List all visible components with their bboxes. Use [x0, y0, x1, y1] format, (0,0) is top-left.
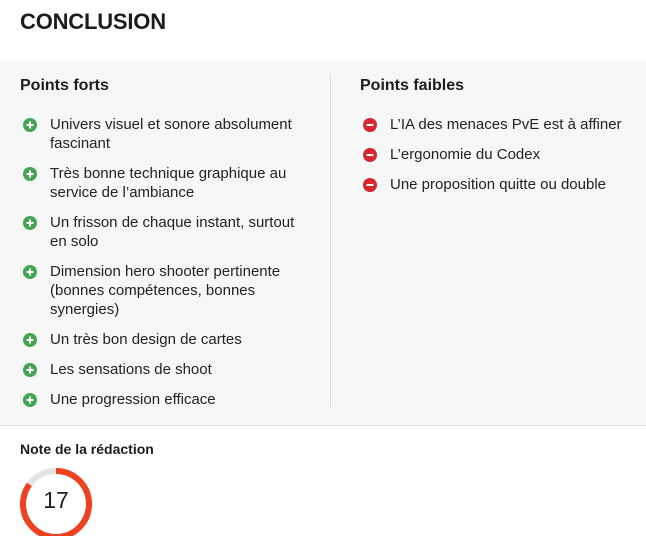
pro-item	[20, 330, 310, 349]
pro-item	[20, 262, 310, 319]
con-item	[360, 145, 640, 164]
plus-circle-icon	[23, 167, 37, 181]
pro-item	[20, 390, 310, 409]
pro-item	[20, 360, 310, 379]
cons-heading: Points faibles	[360, 77, 465, 94]
plus-circle-icon	[23, 393, 37, 407]
pro-text: Une progression efficace	[50, 391, 216, 408]
pro-text: Très bonne technique graphique au service de l’ambiance	[50, 165, 287, 201]
pros-list	[20, 115, 310, 409]
pro-text: Un frisson de chaque instant, surtout en solo	[50, 214, 295, 250]
score-value: 17	[43, 487, 69, 513]
pros-heading: Points forts	[20, 77, 109, 94]
minus-circle-icon	[363, 178, 377, 192]
con-text: Une proposition quitte ou double	[390, 176, 606, 193]
con-text: L’IA des menaces PvE est à affiner	[390, 116, 622, 133]
column-divider	[330, 75, 331, 407]
pros-cons-panel	[0, 61, 646, 426]
rating-label: Note de la rédaction	[20, 441, 154, 457]
pro-item	[20, 115, 310, 153]
con-text: L’ergonomie du Codex	[390, 146, 541, 163]
pro-text: Dimension hero shooter pertinente (bonnes compétences, bonnes synergies)	[50, 263, 281, 318]
plus-circle-icon	[23, 118, 37, 132]
pro-text: Un très bon design de cartes	[50, 331, 242, 348]
cons-column	[360, 61, 640, 205]
con-item	[360, 175, 640, 194]
plus-circle-icon	[23, 363, 37, 377]
plus-circle-icon	[23, 216, 37, 230]
plus-circle-icon	[23, 333, 37, 347]
pro-text: Les sensations de shoot	[50, 361, 212, 378]
minus-circle-icon	[363, 118, 377, 132]
cons-list	[360, 115, 640, 194]
con-item	[360, 115, 640, 134]
pro-text: Univers visuel et sonore absolument fascinant	[50, 116, 292, 152]
pro-item	[20, 164, 310, 202]
pros-column	[20, 61, 310, 420]
plus-circle-icon	[23, 265, 37, 279]
page-title: CONCLUSION	[20, 9, 166, 34]
score-gauge	[18, 466, 94, 536]
pro-item	[20, 213, 310, 251]
minus-circle-icon	[363, 148, 377, 162]
